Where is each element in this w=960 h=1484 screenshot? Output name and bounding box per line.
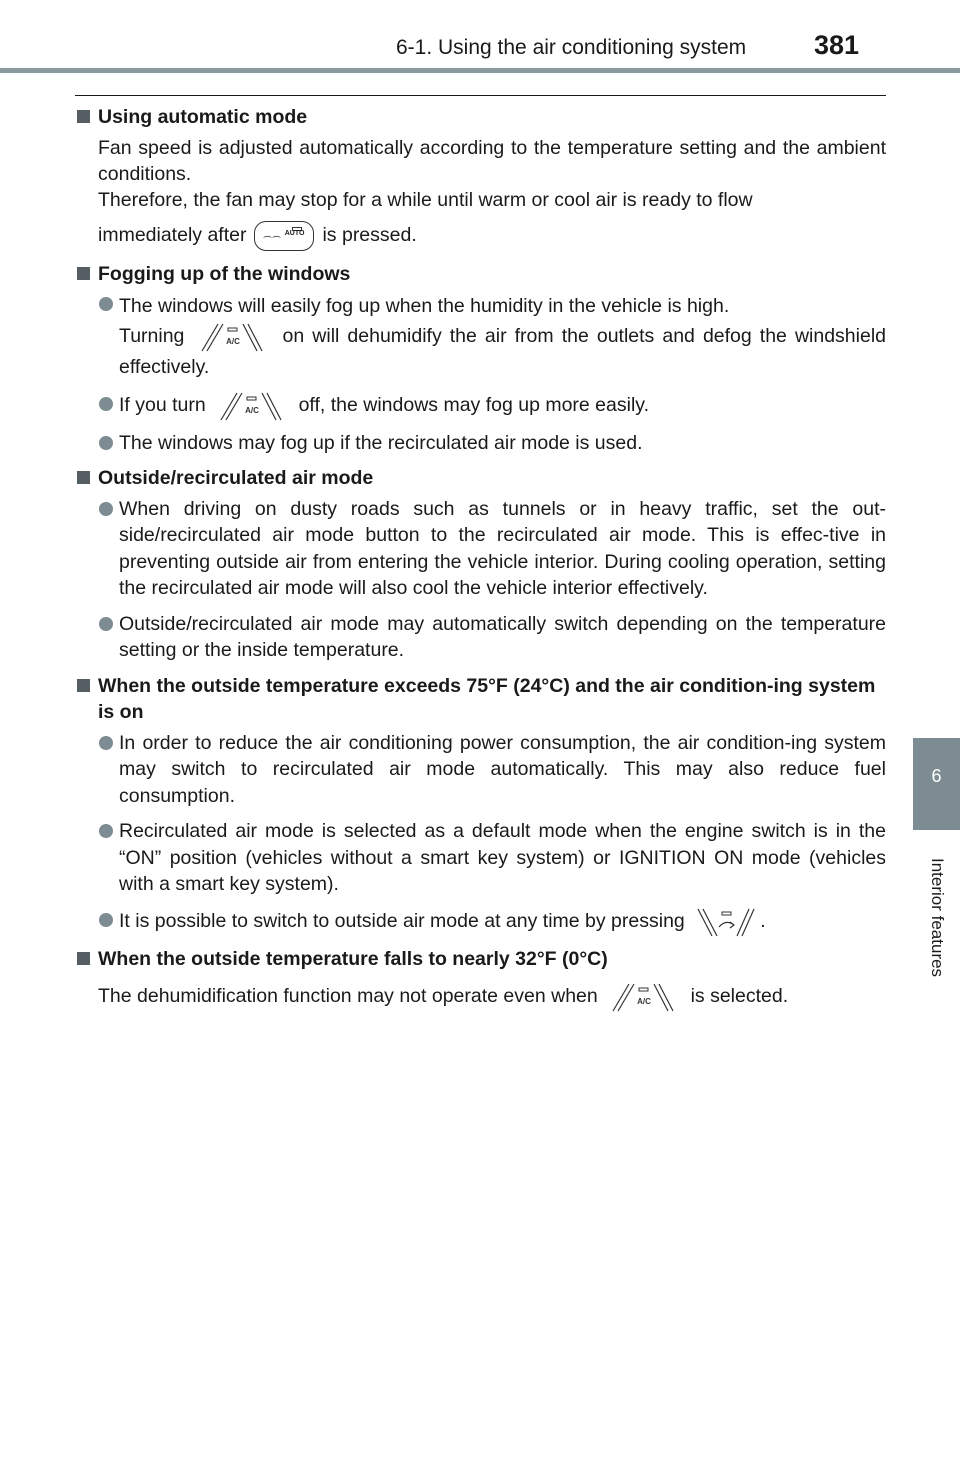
square-bullet-icon (77, 679, 90, 692)
section-heading (75, 104, 886, 131)
round-bullet-icon (99, 436, 113, 450)
page-content (75, 104, 886, 1016)
list-item-text: It is possible to switch to outside air mode at any time by pressing (119, 910, 685, 932)
list-item-text: When driving on dusty roads such as tunnels or in heavy traffic, set the out-side/recirculated air mode button to the recirculated air mode. This is effec-tive in preventing outside air from entering the vehicle interior. During cooling operation, setting the recirculated air mode will also cool the vehicle interior effectively. (119, 497, 886, 600)
content-divider (75, 95, 886, 96)
square-bullet-icon (77, 952, 90, 965)
paragraph-text: is pressed. (322, 223, 417, 246)
round-bullet-icon (99, 502, 113, 516)
list-item-text: In order to reduce the air conditioning power consumption, the air condition-ing system may switch to recirculated air mode automatically. This may also reduce fuel consumption. (119, 731, 886, 807)
page-number: 381 (814, 30, 860, 60)
ac-button-icon (200, 322, 266, 352)
section-heading (75, 261, 886, 288)
section-heading (75, 465, 886, 492)
section-title: 6-1. Using the air conditioning system (396, 36, 747, 59)
ac-button-icon (219, 391, 285, 421)
list-item-text: Turning (119, 325, 185, 347)
list-item (75, 496, 886, 602)
round-bullet-icon (99, 297, 113, 311)
svg-text:A/C: A/C (226, 336, 241, 346)
round-bullet-icon (99, 617, 113, 631)
heading-text: Outside/recirculated air mode (98, 467, 374, 490)
list-item (75, 391, 886, 421)
list-item-text: on will dehumidify the air from the outlets and defog the windshield effectively. (119, 325, 887, 378)
round-bullet-icon (99, 913, 113, 927)
section-heading (75, 673, 886, 726)
square-bullet-icon (77, 110, 90, 123)
paragraph-text: Therefore, the fan may stop for a while until warm or cool air is ready to flow (98, 188, 753, 211)
round-bullet-icon (99, 736, 113, 750)
heading-text: When the outside temperature exceeds 75°F (24°C) and the air condition-ing system is on (98, 674, 876, 724)
header-divider (0, 68, 960, 73)
round-bullet-icon (99, 824, 113, 838)
list-item-text: The windows will easily fog up when the humidity in the vehicle is high. (119, 295, 730, 317)
list-item (75, 291, 886, 382)
list-item-text: off, the windows may fog up more easily. (298, 394, 650, 416)
list-item (75, 907, 886, 937)
paragraph-text: is selected. (690, 985, 789, 1008)
list-item (75, 611, 886, 664)
paragraph (75, 982, 886, 1012)
svg-text:A/C: A/C (245, 405, 260, 415)
list-item-text: The windows may fog up if the recirculated air mode is used. (119, 431, 643, 454)
outside-air-button-icon (696, 907, 758, 937)
list-item-text: . (760, 910, 766, 932)
list-item (75, 818, 886, 898)
heading-text: Using automatic mode (98, 106, 308, 128)
list-item-text: If you turn (119, 394, 206, 416)
list-item-text: Outside/recirculated air mode may automatically switch depending on the temperature setting or the inside temperature. (119, 612, 886, 662)
paragraph (75, 135, 886, 251)
heading-text: When the outside temperature falls to nearly 32°F (0°C) (98, 947, 608, 970)
square-bullet-icon (77, 267, 90, 280)
paragraph-text: Fan speed is adjusted automatically according to the temperature setting and the ambient conditions. (98, 136, 886, 185)
list-item (75, 430, 886, 457)
heading-text: Fogging up of the windows (98, 262, 351, 285)
ac-button-icon (611, 982, 677, 1012)
round-bullet-icon (99, 397, 113, 411)
chapter-title: Interior features (928, 858, 947, 978)
auto-button-icon: ⌒⌒ AUTO (254, 221, 314, 251)
svg-text:A/C: A/C (637, 997, 652, 1007)
list-item-text: Recirculated air mode is selected as a default mode when the engine switch is in the “ON” position (vehicles without a smart key system) or IGNITION ON mode (vehicles with a smart key system). (119, 820, 886, 896)
paragraph-text: The dehumidification function may not operate even when (98, 985, 598, 1008)
chapter-number: 6 (931, 766, 942, 786)
square-bullet-icon (77, 471, 90, 484)
list-item (75, 730, 886, 810)
section-heading (75, 946, 886, 973)
paragraph-text: immediately after (98, 223, 247, 246)
